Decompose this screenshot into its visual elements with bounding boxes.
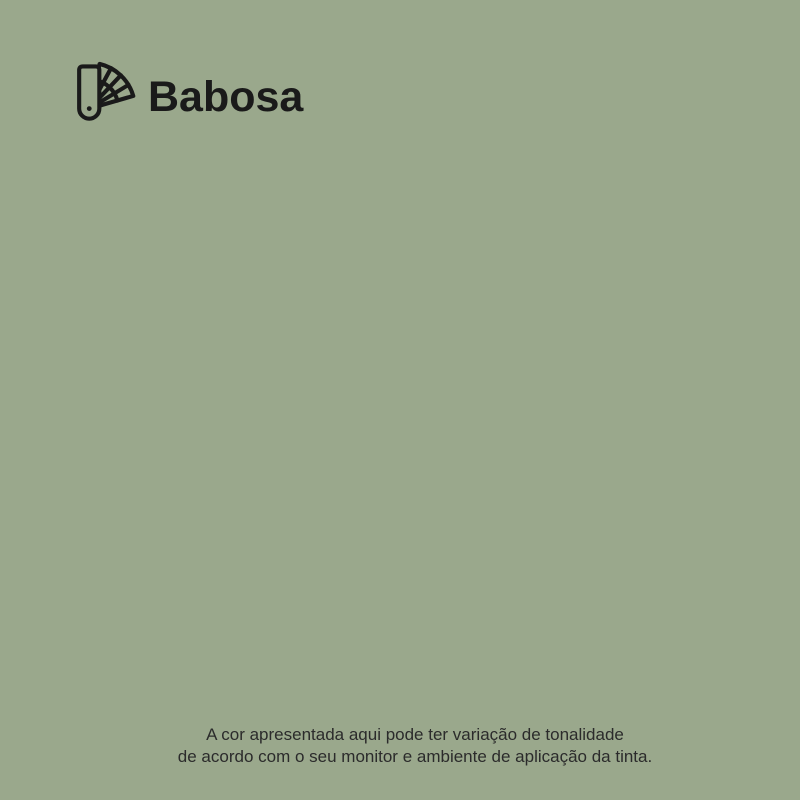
swatch-rivet-dot — [87, 106, 92, 111]
color-swatch-fan-icon — [70, 60, 136, 126]
disclaimer-line-1: A cor apresentada aqui pode ter variação de tonalidade — [206, 725, 624, 744]
disclaimer-line-2: de acordo com o seu monitor e ambiente de aplicação da tinta. — [177, 747, 653, 766]
brand-header — [70, 60, 303, 126]
color-name-title: Babosa — [148, 73, 304, 121]
color-disclaimer — [15, 724, 800, 768]
